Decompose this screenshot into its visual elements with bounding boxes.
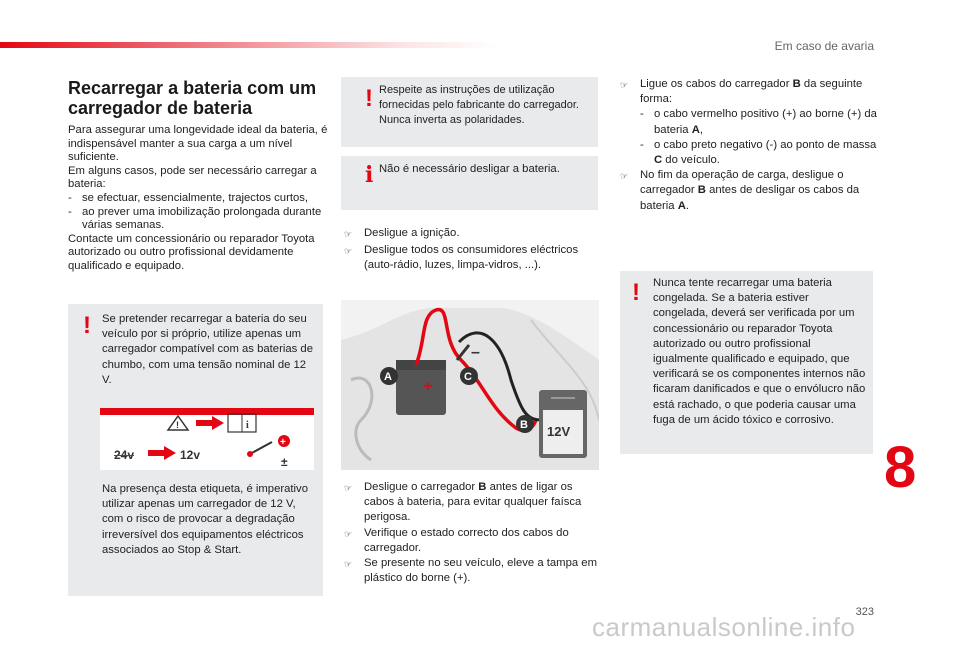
label-voltage-12v: 12v — [180, 448, 201, 462]
intro-paragraph: Contacte um concessionário ou reparador Toyota autorizado ou outro profissional devidamente qualificado e equipado. — [68, 232, 315, 272]
warning-icon: ! — [83, 312, 91, 339]
list-item: - se efectuar, essencialmente, trajectos curtos, — [68, 191, 309, 204]
diagram-label-b: B — [520, 419, 528, 431]
page-title: Recarregar a bateria com um carregador de bateria — [68, 78, 317, 118]
svg-text:–: – — [471, 344, 480, 361]
warning-icon: ! — [632, 279, 640, 306]
page-number: 323 — [855, 606, 874, 618]
charger-voltage-label: 12V — [547, 424, 571, 439]
svg-text:!: ! — [176, 420, 179, 430]
list-item: ☞ Desligue a ignição. — [344, 227, 460, 240]
warning-text: Se pretender recarregar a bateria do seu veículo por si próprio, utilize apenas um carregador compatível com as baterias de chumbo, com uma tensão nominal de 12 V. — [102, 313, 313, 386]
section-title: Em caso de avaria — [774, 39, 874, 53]
watermark: carmanualsonline.info — [592, 612, 856, 642]
list-item: ☞ Desligue todos os consumidores eléctricos (auto-rádio, luzes, limpa-vidros, ...). — [344, 244, 579, 272]
list-subitem: - o cabo preto negativo (-) ao ponto de massa C do veículo. — [640, 138, 877, 167]
diagram-label-a: A — [384, 371, 392, 383]
intro-paragraph: Em alguns casos, pode ser necessário carregar a bateria: — [68, 164, 317, 191]
steps-list-bottom — [344, 480, 602, 586]
info-text: Não é necessário desligar a bateria. — [379, 163, 560, 175]
label-voltage-24v: 24v — [114, 448, 135, 462]
warning-text-2: Na presença desta etiqueta, é imperativo utilizar apenas um carregador de 12 V, com o risco de provocar a degradação irreversível dos equipamentos eléctricos associados ao Stop & Start. — [102, 483, 308, 556]
chapter-number: 8 — [884, 435, 917, 500]
list-item: ☞ Se presente no seu veículo, eleve a tampa em plástico do borne (+). — [344, 557, 597, 585]
diagram-label-c: C — [464, 371, 472, 383]
warning-box-middle — [341, 77, 598, 147]
intro-paragraph: Para assegurar uma longevidade ideal da bateria, é indispensável manter a sua carga a um nível suficiente. — [68, 124, 328, 164]
header-accent-bar — [0, 42, 500, 48]
list-item: ☞ Verifique o estado correcto dos cabos do carregador. — [344, 526, 569, 554]
steps-list-right — [620, 77, 878, 214]
list-item: ☞ Desligue o carregador B antes de ligar os cabos à bateria, para evitar qualquer faísca perigosa. — [344, 481, 582, 524]
battery-charging-diagram — [341, 300, 599, 470]
svg-text:+: + — [423, 378, 433, 395]
svg-text:i: i — [246, 420, 249, 431]
svg-text:±: ± — [281, 455, 288, 469]
list-item: ☞ No fim da operação de carga, desligue o carregador B antes de desligar os cabos da bateria A. — [620, 169, 860, 212]
list-subitem: - o cabo vermelho positivo (+) ao borne (+) da bateria A, — [640, 108, 877, 136]
info-box-middle — [341, 156, 598, 210]
intro-text — [68, 124, 330, 274]
list-item: - ao prever uma imobilização prolongada durante várias semanas. — [68, 205, 322, 232]
steps-list-top — [344, 226, 602, 274]
warning-box-left — [68, 304, 323, 596]
warning-icon: ! — [365, 85, 373, 112]
svg-text:+: + — [280, 437, 286, 448]
warning-text: Nunca tente recarregar uma bateria congelada. Se a bateria estiver congelada, deverá ser verificada por um concessionário ou reparador Toyota autorizado ou outro profissional igualmente qualificado e equipado, que verificará se os componentes internos não ficaram danificados e que o envólucro não está rachado, o que poderia causar uma fuga de um ácido tóxico e corrosivo. — [653, 277, 866, 426]
list-item: ☞ Ligue os cabos do carregador B da seguinte forma: — [620, 78, 863, 106]
stop-start-label-image — [100, 408, 314, 470]
warning-text: Respeite as instruções de utilização fornecidas pelo fabricante do carregador. Nunca inverta as polaridades. — [379, 84, 579, 126]
warning-box-right — [620, 271, 873, 454]
info-icon: i — [365, 162, 374, 188]
